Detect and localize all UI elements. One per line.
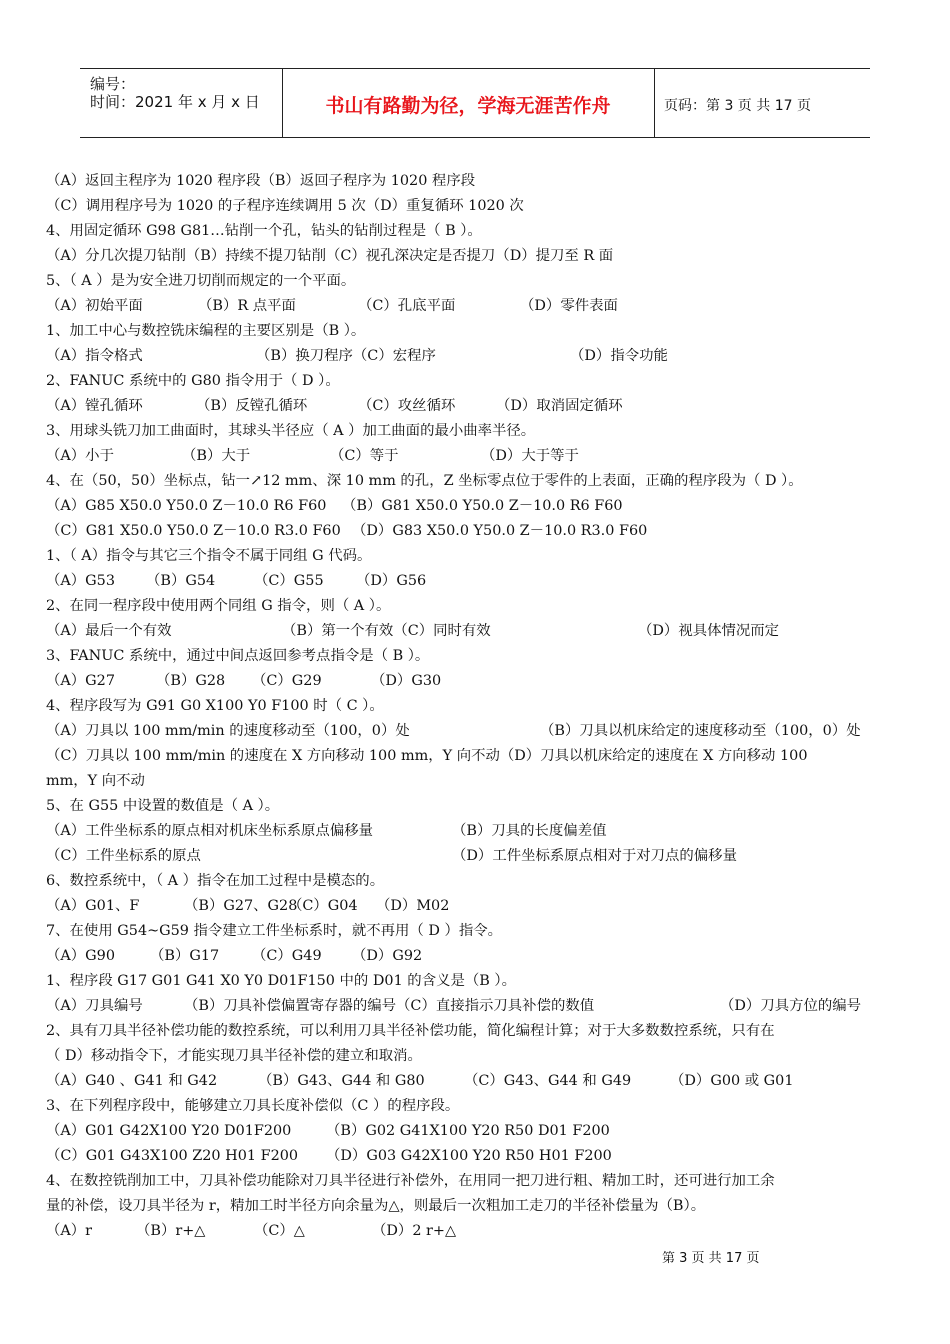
text-segment: （B）G27、G28 — [184, 898, 298, 914]
text-line — [46, 619, 912, 644]
text-line — [46, 219, 912, 244]
text-line — [46, 819, 912, 844]
text-line — [46, 244, 912, 269]
text-segment: 3、FANUC 系统中，通过中间点返回参考点指令是（ B ）。 — [46, 648, 430, 664]
text-line — [46, 194, 912, 219]
text-segment: （B）r+△ — [136, 1223, 206, 1239]
text-line — [46, 169, 912, 194]
text-segment: （A）分几次提刀钻削（B）持续不提刀钻削（C）视孔深决定是否提刀（D）提刀至 R 面 — [46, 248, 614, 264]
text-line — [46, 569, 912, 594]
text-segment: （C）G01 G43X100 Z20 H01 F200 — [46, 1148, 299, 1164]
text-segment: （C）G49 — [252, 948, 322, 964]
page-header — [80, 68, 870, 138]
text-segment: （D）大于等于 — [481, 448, 579, 464]
text-line — [46, 869, 912, 894]
text-line — [46, 719, 912, 744]
text-segment: （A）刀具编号 — [46, 998, 143, 1014]
text-segment: （A）工件坐标系的原点相对机床坐标系原点偏移量 — [46, 823, 373, 839]
text-segment: 1、程序段 G17 G01 G41 X0 Y0 D01F150 中的 D01 的含义是（B ）。 — [46, 973, 516, 989]
text-line — [46, 769, 912, 794]
text-line — [46, 1144, 912, 1169]
text-segment: （A）G90 — [46, 948, 115, 964]
text-segment: （C）G04 — [288, 898, 358, 914]
header-page-cell — [654, 69, 870, 137]
text-line — [46, 494, 912, 519]
text-line — [46, 344, 912, 369]
question-content — [46, 169, 912, 1244]
text-line — [46, 269, 912, 294]
text-segment: （B）G17 — [150, 948, 220, 964]
text-segment: （B）反镗孔循环 — [196, 398, 308, 414]
text-segment: （D）G30 — [371, 673, 442, 689]
text-line — [46, 1169, 912, 1194]
text-segment: 4、用固定循环 G98 G81…钻削一个孔，钻头的钻削过程是（ B ）。 — [46, 223, 482, 239]
text-line — [46, 994, 912, 1019]
text-segment: （D）M02 — [376, 898, 450, 914]
text-segment: （B）G54 — [146, 573, 216, 589]
text-line — [46, 319, 912, 344]
text-segment: （A）刀具以 100 mm/min 的速度移动至（100，0）处 — [46, 723, 410, 739]
text-segment: （B）换刀程序（C）宏程序 — [256, 348, 436, 364]
text-segment: （C）攻丝循环 — [358, 398, 456, 414]
text-segment: （C）工件坐标系的原点 — [46, 848, 201, 864]
text-segment: 3、用球头铣刀加工曲面时，其球头半径应（ A ）加工曲面的最小曲率半径。 — [46, 423, 536, 439]
text-line — [46, 394, 912, 419]
text-line — [46, 694, 912, 719]
text-segment: （D）取消固定循环 — [496, 398, 623, 414]
text-segment: （D）指令功能 — [570, 348, 668, 364]
text-segment: 7、在使用 G54~G59 指令建立工件坐标系时，就不再用（ D ）指令。 — [46, 923, 503, 939]
text-segment: （A）G85 X50.0 Y50.0 Z－10.0 R6 F60 — [46, 498, 327, 514]
text-segment: 1、加工中心与数控铣床编程的主要区别是（B ）。 — [46, 323, 366, 339]
text-line — [46, 294, 912, 319]
text-line — [46, 544, 912, 569]
text-segment: 6、数控系统中，（ A ）指令在加工过程中是模态的。 — [46, 873, 385, 889]
text-segment: （B）G43、G44 和 G80 — [258, 1073, 425, 1089]
text-segment: （D）G00 或 G01 — [670, 1073, 794, 1089]
text-segment: 5、（ A ）是为安全进刀切削而规定的一个平面。 — [46, 273, 356, 289]
text-segment: （D）零件表面 — [520, 298, 618, 314]
text-segment: （C）调用程序号为 1020 的子程序连续调用 5 次（D）重复循环 1020 次 — [46, 198, 524, 214]
text-line — [46, 794, 912, 819]
text-segment: （B）刀具以机床给定的速度移动至（100，0）处 — [540, 723, 861, 739]
text-line — [46, 1119, 912, 1144]
text-segment: （D）G83 X50.0 Y50.0 Z－10.0 R3.0 F60 — [352, 523, 648, 539]
text-segment: （D）刀具方位的编号 — [720, 998, 862, 1014]
page-footer: 第 3 页 共 17 页 — [662, 1251, 760, 1266]
text-line — [46, 744, 912, 769]
number-label: 编号： — [90, 75, 136, 93]
text-segment: （A）G01 G42X100 Y20 D01F200 — [46, 1123, 292, 1139]
text-segment: mm，Y 向不动 — [46, 773, 145, 789]
date-label: 时间：2021 年 x 月 x 日 — [90, 93, 260, 111]
text-line — [46, 944, 912, 969]
motto-text: 书山有路勤为径，学海无涯苦作舟 — [325, 95, 611, 117]
text-line — [46, 1219, 912, 1244]
text-segment: （B）G28 — [156, 673, 226, 689]
text-segment: 3、在下列程序段中，能够建立刀具长度补偿似（C ）的程序段。 — [46, 1098, 460, 1114]
text-line — [46, 644, 912, 669]
text-line — [46, 1019, 912, 1044]
text-line — [46, 519, 912, 544]
text-line — [46, 669, 912, 694]
text-segment: （B）G02 G41X100 Y20 R50 D01 F200 — [326, 1123, 610, 1139]
text-segment: （B）大于 — [182, 448, 251, 464]
text-line — [46, 419, 912, 444]
header-motto-cell — [282, 69, 655, 137]
text-segment: （A）小于 — [46, 448, 114, 464]
text-segment: （C）G29 — [252, 673, 322, 689]
text-segment: （D）视具体情况而定 — [638, 623, 780, 639]
text-segment: 2、具有刀具半径补偿功能的数控系统，可以利用刀具半径补偿功能，简化编程计算；对于大多数数控系统，只有在 — [46, 1023, 775, 1039]
text-segment: 4、在数控铣削加工中，刀具补偿功能除对刀具半径进行补偿外，在用同一把刀进行粗、精加工时，还可进行加工余 — [46, 1173, 775, 1189]
text-line — [46, 1069, 912, 1094]
text-segment: （B）刀具补偿偏置寄存器的编号（C）直接指示刀具补偿的数值 — [184, 998, 595, 1014]
text-line — [46, 1094, 912, 1119]
text-segment: 5、在 G55 中设置的数值是（ A ）。 — [46, 798, 280, 814]
text-segment: （D）工件坐标系原点相对于对刀点的偏移量 — [452, 848, 737, 864]
text-segment: （C）G55 — [254, 573, 324, 589]
text-segment: （A）镗孔循环 — [46, 398, 143, 414]
text-segment: 量的补偿，设刀具半径为 r，精加工时半径方向余量为△，则最后一次粗加工走刀的半径补偿量为（B）。 — [46, 1198, 706, 1214]
text-segment: （A）r — [46, 1223, 93, 1239]
text-segment: （C）G81 X50.0 Y50.0 Z－10.0 R3.0 F60 — [46, 523, 341, 539]
text-segment: （A）最后一个有效 — [46, 623, 172, 639]
text-segment: （C）等于 — [330, 448, 399, 464]
text-segment: 4、在（50，50）坐标点，钻一↗12 mm、深 10 mm 的孔，Z 坐标零点位于零件的上表面，正确的程序段为（ D ）。 — [46, 473, 803, 489]
text-line — [46, 369, 912, 394]
text-segment: （C）刀具以 100 mm/min 的速度在 X 方向移动 100 mm，Y 向不动（D）刀具以机床给定的速度在 X 方向移动 100 — [46, 748, 808, 764]
text-segment: （D）G56 — [356, 573, 427, 589]
text-segment: 2、在同一程序段中使用两个同组 G 指令，则（ A ）。 — [46, 598, 391, 614]
page-info: 页码：第 3 页 共 17 页 — [664, 98, 811, 114]
text-segment: （B）刀具的长度偏差值 — [452, 823, 607, 839]
text-line — [46, 894, 912, 919]
text-segment: （D）G92 — [352, 948, 423, 964]
text-segment: （A）G40 、G41 和 G42 — [46, 1073, 218, 1089]
text-line — [46, 919, 912, 944]
text-segment: （A）G01、F — [46, 898, 140, 914]
text-segment: （B）第一个有效（C）同时有效 — [282, 623, 491, 639]
text-segment: （A）初始平面 — [46, 298, 143, 314]
text-segment: （A）G53 — [46, 573, 115, 589]
text-segment: （C）孔底平面 — [358, 298, 456, 314]
text-segment: （D）2 r+△ — [372, 1223, 457, 1239]
text-segment: （B）G81 X50.0 Y50.0 Z－10.0 R6 F60 — [342, 498, 623, 514]
text-segment: 4、程序段写为 G91 G0 X100 Y0 F100 时（ C ）。 — [46, 698, 384, 714]
text-line — [46, 1194, 912, 1219]
text-segment: （C）G43、G44 和 G49 — [464, 1073, 632, 1089]
text-segment: （B）R 点平面 — [198, 298, 296, 314]
text-line — [46, 444, 912, 469]
text-segment: 2、FANUC 系统中的 G80 指令用于（ D ）。 — [46, 373, 340, 389]
header-left-cell — [80, 69, 283, 137]
text-segment: （ D）移动指令下，才能实现刀具半径补偿的建立和取消。 — [46, 1048, 422, 1064]
text-segment: 1、（ A）指令与其它三个指令不属于同组 G 代码。 — [46, 548, 372, 564]
text-line — [46, 469, 912, 494]
text-segment: （A）G27 — [46, 673, 115, 689]
text-segment: （A）指令格式 — [46, 348, 143, 364]
text-line — [46, 594, 912, 619]
text-segment: （C）△ — [254, 1223, 305, 1239]
text-line — [46, 969, 912, 994]
text-line — [46, 1044, 912, 1069]
text-segment: （D）G03 G42X100 Y20 R50 H01 F200 — [326, 1148, 612, 1164]
text-line — [46, 844, 912, 869]
text-segment: （A）返回主程序为 1020 程序段（B）返回子程序为 1020 程序段 — [46, 173, 476, 189]
